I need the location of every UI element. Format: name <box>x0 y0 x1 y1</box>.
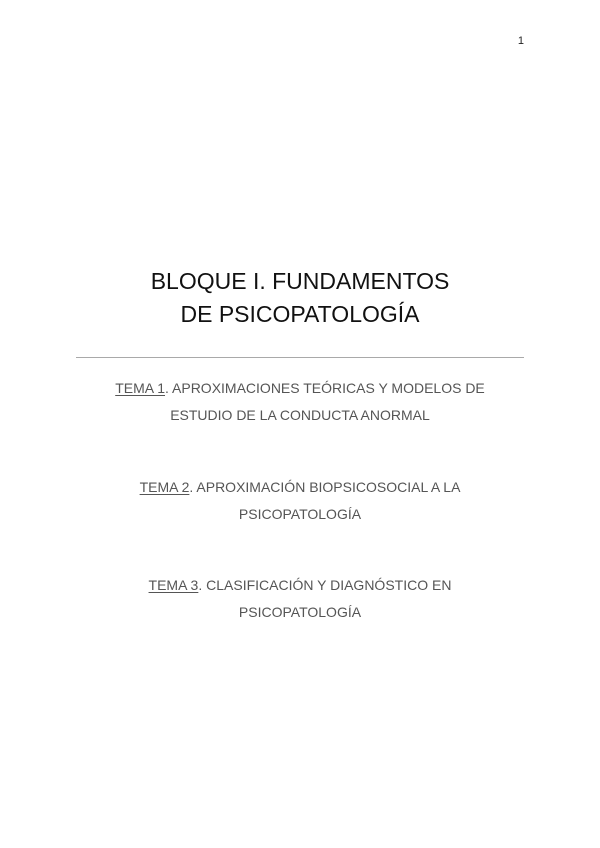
title-line-2: DE PSICOPATOLOGÍA <box>180 301 420 327</box>
topic-1-title-part-2: ESTUDIO DE LA CONDUCTA ANORMAL <box>170 407 430 423</box>
tema-2-link[interactable]: TEMA 2 <box>139 479 190 495</box>
tema-1-link[interactable]: TEMA 1 <box>115 380 166 396</box>
topic-line-1 <box>0 375 600 402</box>
topic-2-title-part-2: PSICOPATOLOGÍA <box>238 506 362 522</box>
topic-item-3 <box>0 572 600 626</box>
topic-item-2 <box>0 474 600 528</box>
topic-3-title-part-1: . CLASIFICACIÓN Y DIAGNÓSTICO EN <box>198 577 452 593</box>
page-title <box>0 265 600 331</box>
topic-line-1 <box>0 474 600 501</box>
page-number: 1 <box>517 35 524 47</box>
title-line-1: BLOQUE I. FUNDAMENTOS <box>150 268 450 294</box>
topic-2-title-part-1: . APROXIMACIÓN BIOPSICOSOCIAL A LA <box>189 479 461 495</box>
topic-1-title-part-1: . APROXIMACIONES TEÓRICAS Y MODELOS DE <box>165 380 485 396</box>
topic-3-title-part-2: PSICOPATOLOGÍA <box>238 604 362 620</box>
divider <box>76 357 524 358</box>
tema-3-link[interactable]: TEMA 3 <box>148 577 199 593</box>
topic-item-1 <box>0 375 600 429</box>
topic-line-1 <box>0 572 600 599</box>
